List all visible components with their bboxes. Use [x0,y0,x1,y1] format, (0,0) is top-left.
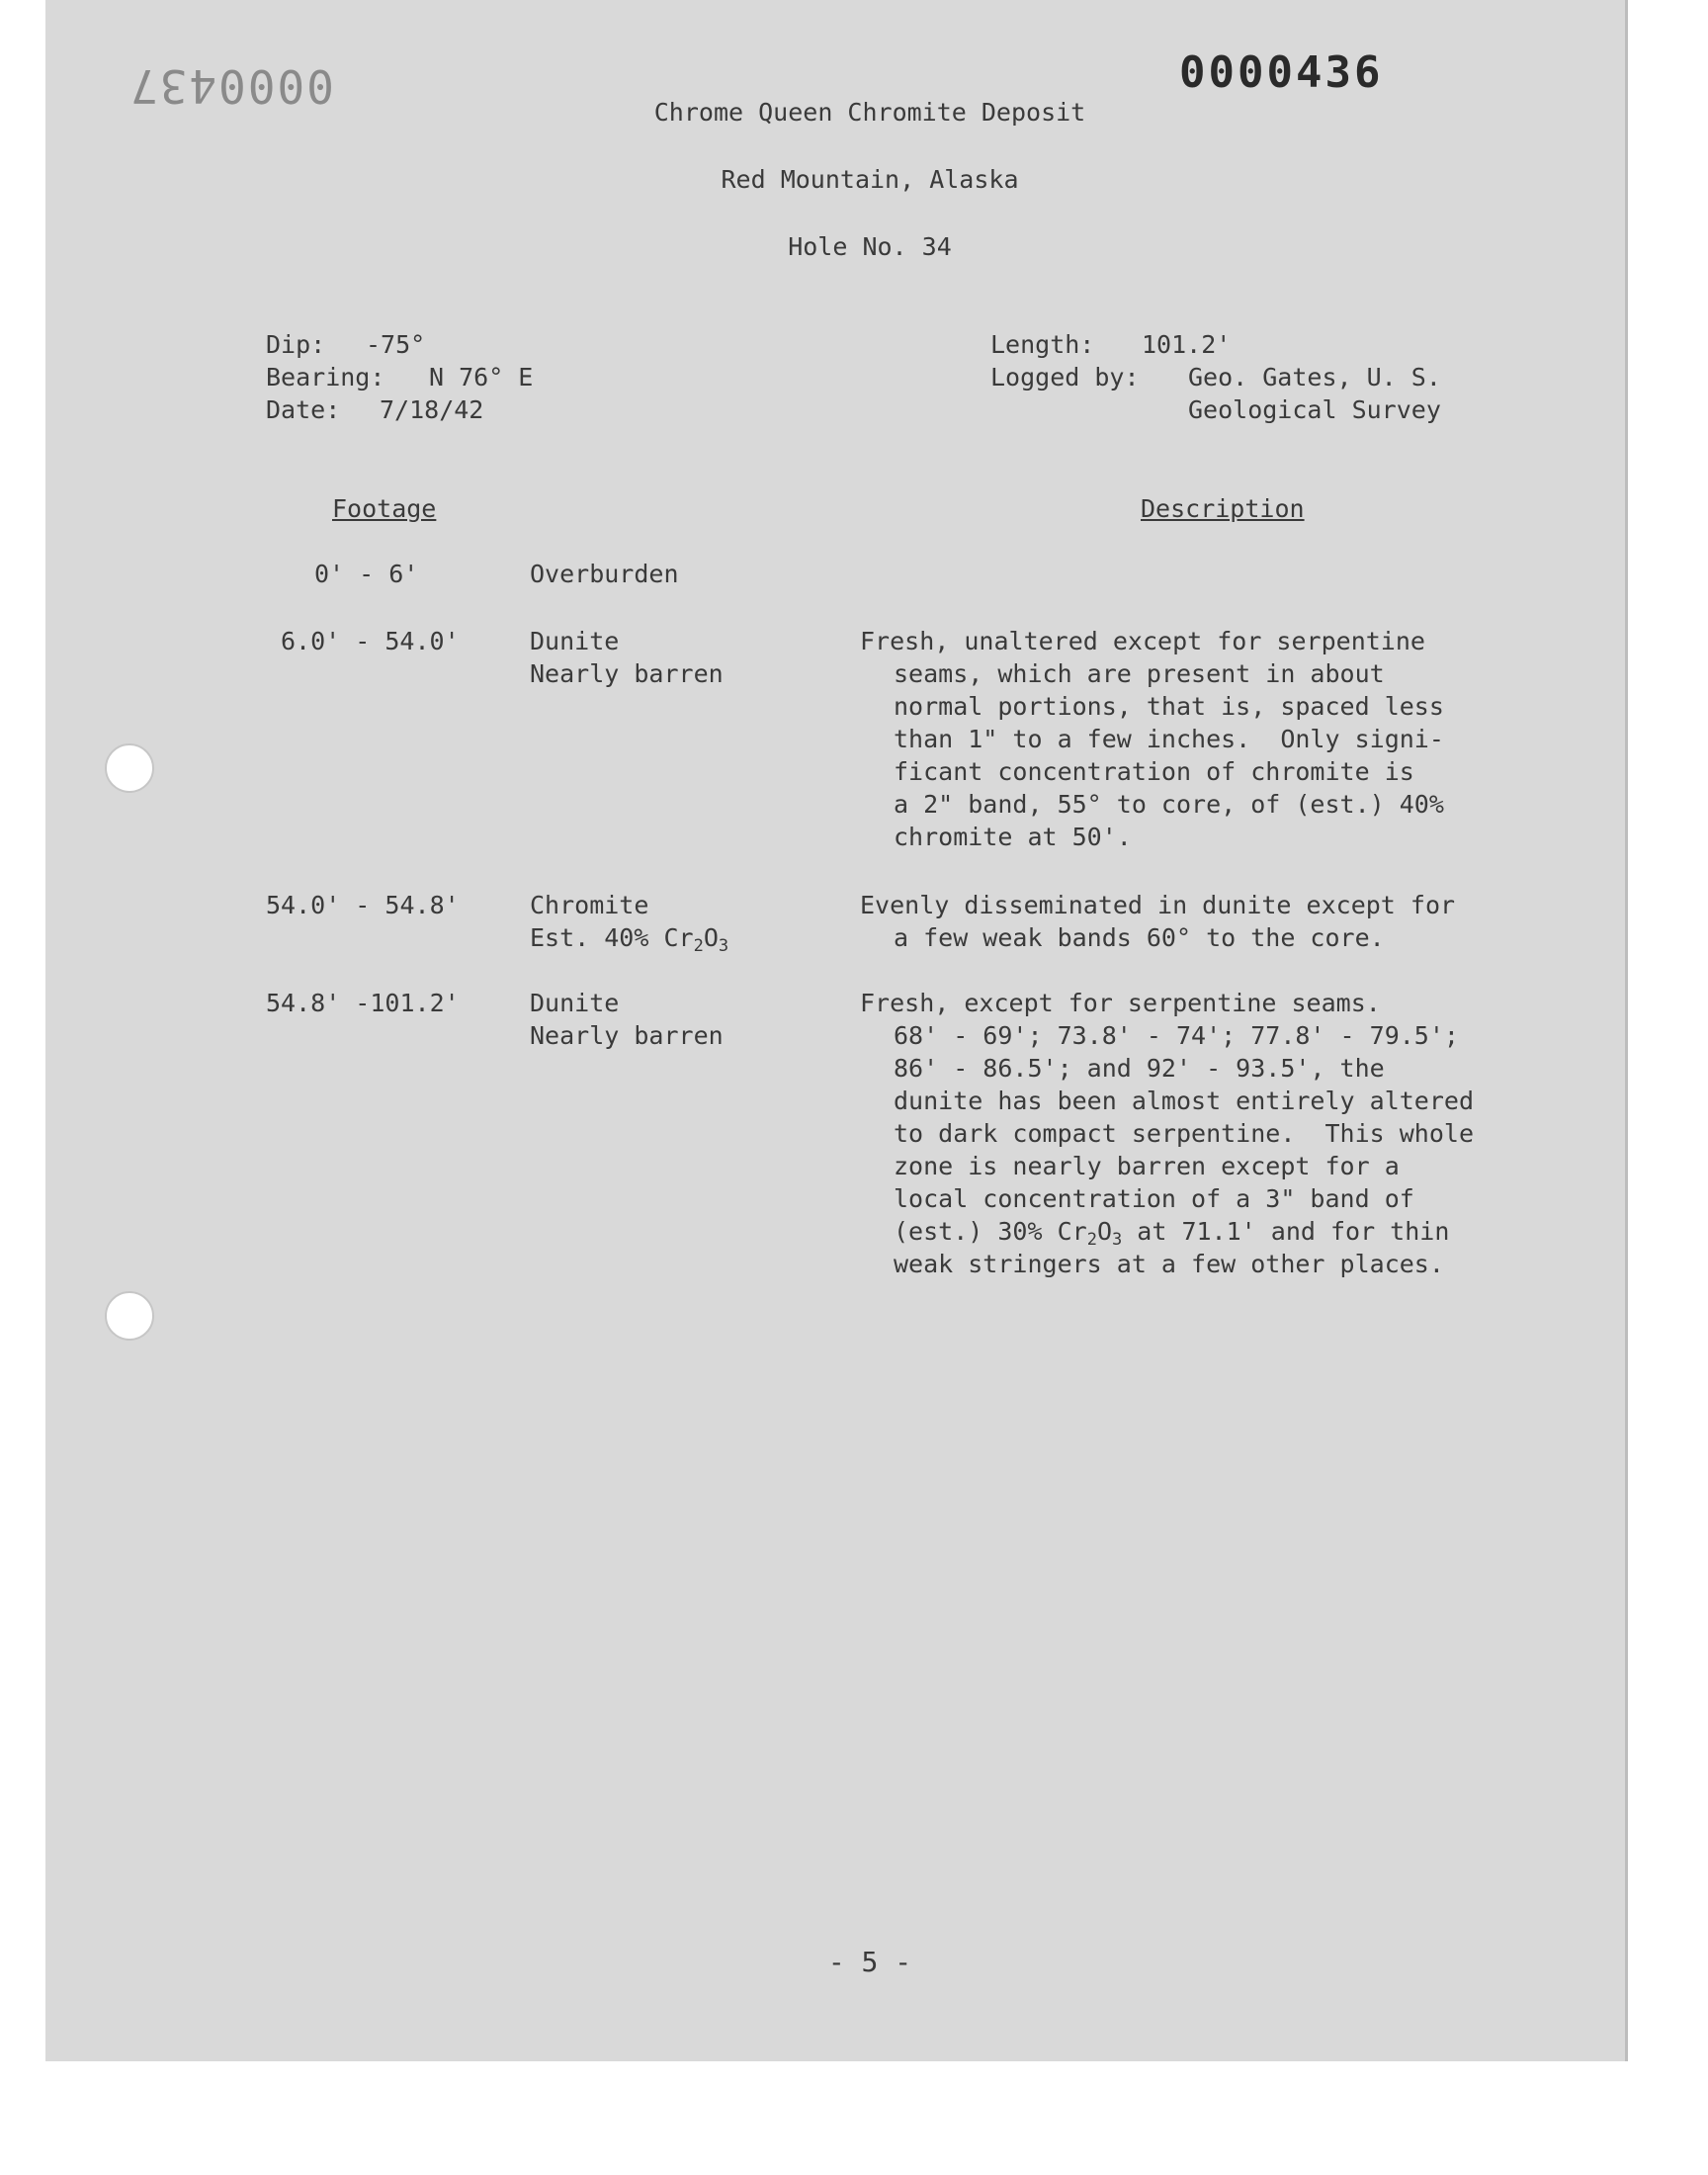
row-3-rock: Chromite [530,891,649,919]
row-4-description-line: zone is nearly barren except for a [894,1152,1400,1180]
footage-header: Footage [332,494,437,523]
row-3-description-line: Evenly disseminated in dunite except for [860,891,1456,919]
date-label: Date: [266,395,341,424]
description-header: Description [1141,494,1305,523]
dip-label: Dip: [266,330,326,359]
row-3-rock-note [530,921,728,954]
row-3-description-line: a few weak bands 60° to the core. [894,923,1385,952]
row-2-description-line: seams, which are present in about [894,659,1385,688]
row-4-description-line: weak stringers at a few other places. [894,1250,1444,1278]
location: Red Mountain, Alaska [721,165,1019,194]
row-4-description-line: dunite has been almost entirely altered [894,1087,1474,1115]
row-2-footage: 6.0' - 54.0' [281,627,460,655]
length-value: 101.2' [1142,330,1232,359]
row-1-footage: 0' - 6' [314,560,419,588]
row-4-description-line: 86' - 86.5'; and 92' - 93.5', the [894,1054,1385,1083]
mirrored-stamp-number: 0000437 [128,59,334,113]
bearing-label: Bearing: [266,363,385,392]
row-4-description-line: (est.) 30% $Cr_2O_3$ at 71.1' and for thin [894,1217,1450,1250]
row-3-rock-note-text: Est. 40% $Cr_2O_3$ [530,923,729,956]
row-1-rock: Overburden [530,560,679,588]
dip-value: -75° [366,330,426,359]
row-2-description-line: a 2" band, 55° to core, of (est.) 40% [894,790,1444,819]
bearing-value: N 76° E [429,363,534,392]
stamp-number: 0000436 [1179,47,1384,98]
row-4-description-line: to dark compact serpentine. This whole [894,1119,1474,1148]
row-4-description-line: 68' - 69'; 73.8' - 74'; 77.8' - 79.5'; [894,1021,1459,1050]
logged-by-agency: Geological Survey [1188,395,1441,424]
row-2-rock: Dunite [530,627,620,655]
scan-background [0,2061,1708,2175]
row-2-description-line: than 1" to a few inches. Only signi- [894,725,1444,753]
row-4-rock: Dunite [530,989,620,1017]
row-2-description-line: ficant concentration of chromite is [894,757,1414,786]
row-4-description-line: local concentration of a 3" band of [894,1184,1414,1213]
punch-hole [105,743,154,793]
row-2-description-line: chromite at 50'. [894,823,1132,851]
logged-by-label: Logged by: [990,363,1140,392]
date-value: 7/18/42 [380,395,484,424]
punch-hole [105,1291,154,1341]
logged-by-value: Geo. Gates, U. S. [1188,363,1441,392]
row-2-rock-note: Nearly barren [530,659,724,688]
row-4-description-line: Fresh, except for serpentine seams. [860,989,1381,1017]
row-4-footage: 54.8' -101.2' [266,989,460,1017]
row-3-footage: 54.0' - 54.8' [266,891,460,919]
row-2-description-line: normal portions, that is, spaced less [894,692,1444,721]
row-4-rock-note: Nearly barren [530,1021,724,1050]
length-label: Length: [990,330,1095,359]
hole-number: Hole No. 34 [788,232,952,261]
document-title: Chrome Queen Chromite Deposit [653,98,1086,127]
row-2-description-line: Fresh, unaltered except for serpentine [860,627,1425,655]
page-number: - 5 - [827,1946,912,1978]
